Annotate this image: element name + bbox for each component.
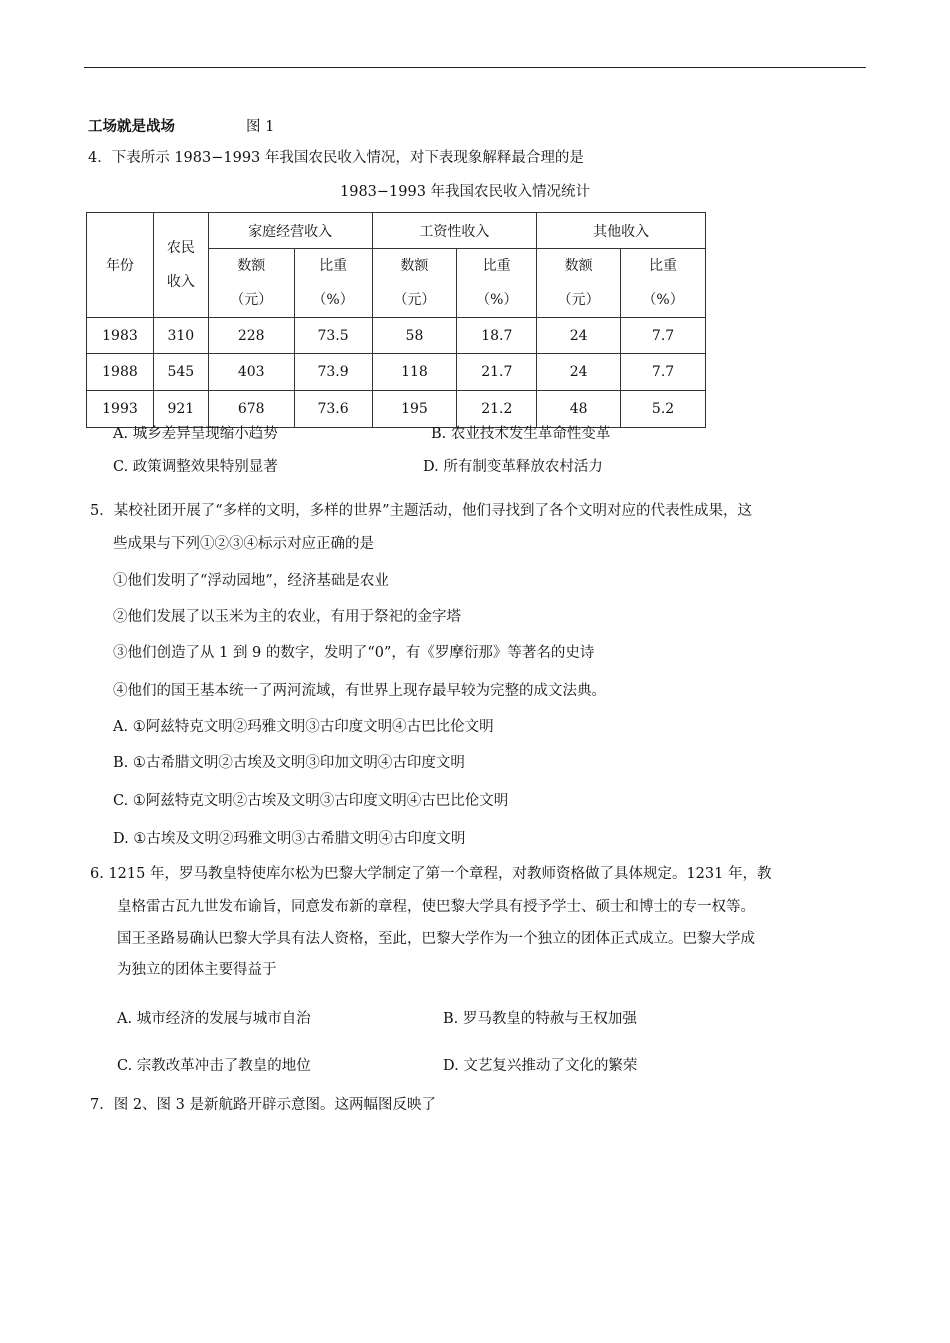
q5-option-a: A. ①阿兹特克文明②玛雅文明③古印度文明④古巴比伦文明 (113, 719, 494, 735)
yuan-label: （元） (230, 292, 273, 308)
subheader-ratio (621, 249, 706, 318)
q6-line3: 国王圣路易确认巴黎大学具有法人资格，至此，巴黎大学作为一个独立的团体正式成立。巴黎大学成 (117, 931, 755, 947)
amount-label: 数额 (400, 258, 429, 274)
yuan-label: （元） (393, 292, 436, 308)
q5-option-c: C. ①阿兹特克文明②古埃及文明③古印度文明④古巴比伦文明 (113, 793, 509, 809)
subheader-ratio (457, 249, 537, 318)
cell-other-amount: 24 (537, 354, 621, 391)
q4-option-b: B. 农业技术发生革命性变革 (431, 426, 611, 442)
cell-wage-ratio: 21.2 (457, 391, 537, 428)
header-farmer-income (153, 213, 208, 318)
q4-option-c: C. 政策调整效果特别显著 (113, 459, 278, 475)
q6-line4: 为独立的团体主要得益于 (117, 962, 277, 978)
cell-other-ratio: 7.7 (621, 354, 706, 391)
cell-total: 310 (153, 318, 208, 354)
pct-label: （%） (476, 292, 518, 308)
header-farmer-line2: 收入 (166, 274, 195, 290)
header-farmer-line1: 农民 (166, 240, 195, 256)
q5-item-2: ②他们发展了以玉米为主的农业，有用于祭祀的金字塔 (113, 609, 461, 625)
cell-year: 1993 (87, 391, 154, 428)
amount-label: 数额 (237, 258, 266, 274)
header-family: 家庭经营收入 (208, 213, 372, 249)
cell-wage-amount: 118 (372, 354, 457, 391)
cell-other-ratio: 5.2 (621, 391, 706, 428)
cell-year: 1983 (87, 318, 154, 354)
cell-family-ratio: 73.9 (294, 354, 372, 391)
yuan-label: （元） (557, 292, 600, 308)
cell-other-amount: 48 (537, 391, 621, 428)
amount-label: 数额 (564, 258, 593, 274)
q6-option-c: C. 宗教改革冲击了教皇的地位 (117, 1058, 311, 1074)
pct-label: （%） (312, 292, 354, 308)
table-row (87, 391, 706, 428)
cell-wage-ratio: 18.7 (457, 318, 537, 354)
q5-option-d: D. ①古埃及文明②玛雅文明③古希腊文明④古印度文明 (113, 831, 466, 847)
cell-total: 545 (153, 354, 208, 391)
ratio-label: 比重 (482, 258, 511, 274)
table-row (87, 354, 706, 391)
cell-year: 1988 (87, 354, 154, 391)
cell-wage-ratio: 21.7 (457, 354, 537, 391)
pct-label: （%） (642, 292, 684, 308)
q5-item-3: ③他们创造了从 1 到 9 的数字，发明了“0”，有《罗摩衍那》等著名的史诗 (113, 645, 595, 661)
table-row (87, 318, 706, 354)
q6-line1: 6. 1215 年，罗马教皇特使库尔松为巴黎大学制定了第一个章程，对教师资格做了具体规定。1231 年，教 (90, 866, 772, 882)
subheader-amount (372, 249, 457, 318)
cell-family-amount: 678 (208, 391, 294, 428)
q5-stem-line1: 5．某校社团开展了“多样的文明，多样的世界”主题活动，他们寻找到了各个文明对应的代表性成果，这 (90, 503, 753, 519)
subheader-amount (208, 249, 294, 318)
header-rule (84, 67, 866, 68)
table-header-row (87, 213, 706, 249)
q5-item-4: ④他们的国王基本统一了两河流域，有世界上现存最早较为完整的成文法典。 (113, 683, 606, 699)
subheader-amount (537, 249, 621, 318)
cell-family-ratio: 73.6 (294, 391, 372, 428)
cell-total: 921 (153, 391, 208, 428)
cell-other-amount: 24 (537, 318, 621, 354)
cell-other-ratio: 7.7 (621, 318, 706, 354)
q6-option-b: B. 罗马教皇的特赦与王权加强 (443, 1011, 637, 1027)
cell-family-ratio: 73.5 (294, 318, 372, 354)
table-title: 1983−1993 年我国农民收入情况统计 (340, 184, 591, 200)
cell-family-amount: 403 (208, 354, 294, 391)
subheader-ratio (294, 249, 372, 318)
q5-option-b: B. ①古希腊文明②古埃及文明③印加文明④古印度文明 (113, 755, 465, 771)
figure-label: 图 1 (246, 119, 275, 135)
header-other: 其他收入 (537, 213, 706, 249)
ratio-label: 比重 (319, 258, 348, 274)
q4-option-d: D. 所有制变革释放农村活力 (423, 459, 603, 475)
q4-option-a: A. 城乡差异呈现缩小趋势 (113, 426, 278, 442)
header-year: 年份 (87, 213, 154, 318)
header-wage: 工资性收入 (372, 213, 537, 249)
cell-wage-amount: 195 (372, 391, 457, 428)
q6-option-a: A. 城市经济的发展与城市自治 (117, 1011, 311, 1027)
q6-line2: 皇格雷古瓦九世发布谕旨，同意发布新的章程，使巴黎大学具有授予学士、硕士和博士的专一权等。 (117, 899, 755, 915)
income-table (86, 212, 706, 428)
q6-option-d: D. 文艺复兴推动了文化的繁荣 (443, 1058, 638, 1074)
cell-wage-amount: 58 (372, 318, 457, 354)
q4-stem: 4．下表所示 1983−1993 年我国农民收入情况，对下表现象解释最合理的是 (88, 150, 584, 166)
ratio-label: 比重 (649, 258, 678, 274)
q7-stem: 7．图 2、图 3 是新航路开辟示意图。这两幅图反映了 (90, 1097, 437, 1113)
q5-stem-line2: 些成果与下列①②③④标示对应正确的是 (113, 536, 374, 552)
header-text: 工场就是战场 (88, 118, 175, 135)
cell-family-amount: 228 (208, 318, 294, 354)
q5-item-1: ①他们发明了“浮动园地”，经济基础是农业 (113, 573, 389, 589)
